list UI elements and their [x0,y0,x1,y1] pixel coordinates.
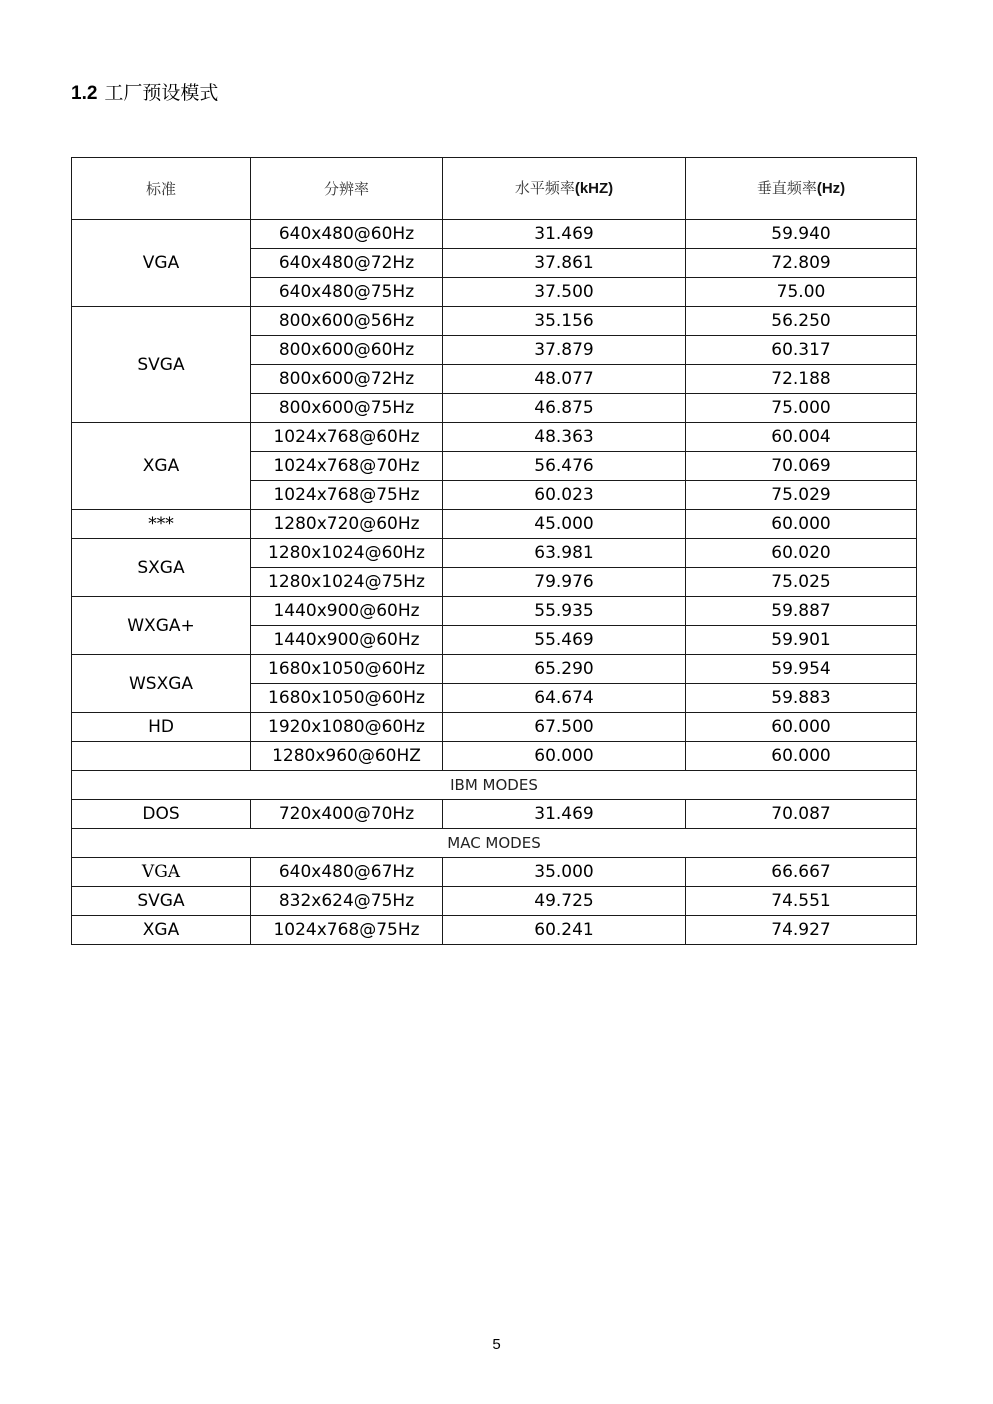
resolution-cell: 800x600@72Hz [251,365,443,394]
resolution-cell: 1280x1024@75Hz [251,568,443,597]
horizontal-frequency-cell: 49.725 [443,887,686,916]
vertical-frequency-cell: 60.000 [686,713,917,742]
horizontal-frequency-cell: 64.674 [443,684,686,713]
horizontal-frequency-cell: 67.500 [443,713,686,742]
horizontal-frequency-cell: 60.000 [443,742,686,771]
vertical-frequency-cell: 56.250 [686,307,917,336]
resolution-cell: 1024x768@60Hz [251,423,443,452]
header-vertical-frequency: 垂直频率(Hz) [686,158,917,220]
mac-modes-section-row [72,829,917,858]
table-row [72,655,917,684]
resolution-cell: 640x480@72Hz [251,249,443,278]
horizontal-frequency-cell: 79.976 [443,568,686,597]
vertical-frequency-cell: 74.551 [686,887,917,916]
horizontal-frequency-cell: 46.875 [443,394,686,423]
resolution-cell: 1440x900@60Hz [251,597,443,626]
horizontal-frequency-cell: 48.077 [443,365,686,394]
vertical-frequency-cell: 74.927 [686,916,917,945]
resolution-cell: 1440x900@60Hz [251,626,443,655]
vertical-frequency-cell: 75.029 [686,481,917,510]
standard-cell: WSXGA [72,655,251,713]
resolution-cell: 832x624@75Hz [251,887,443,916]
table-row [72,887,917,916]
horizontal-frequency-cell: 31.469 [443,800,686,829]
resolution-cell: 1680x1050@60Hz [251,655,443,684]
standard-cell: SVGA [72,307,251,423]
horizontal-frequency-cell: 37.861 [443,249,686,278]
preset-modes-table-body [72,158,917,945]
standard-cell: HD [72,713,251,742]
standard-cell: SXGA [72,539,251,597]
section-title: 工厂预设模式 [104,83,219,104]
header-standard: 标准 [72,158,251,220]
vertical-frequency-cell: 72.188 [686,365,917,394]
vertical-frequency-cell: 60.020 [686,539,917,568]
header-resolution: 分辨率 [251,158,443,220]
horizontal-frequency-cell: 60.023 [443,481,686,510]
vertical-frequency-cell: 60.000 [686,510,917,539]
table-row [72,539,917,568]
vertical-frequency-cell: 75.025 [686,568,917,597]
resolution-cell: 800x600@75Hz [251,394,443,423]
resolution-cell: 640x480@67Hz [251,858,443,887]
vertical-frequency-cell: 72.809 [686,249,917,278]
vertical-frequency-cell: 75.00 [686,278,917,307]
vertical-frequency-cell: 59.901 [686,626,917,655]
standard-cell: SVGA [72,887,251,916]
table-row [72,510,917,539]
vertical-frequency-cell: 75.000 [686,394,917,423]
vertical-frequency-cell: 59.883 [686,684,917,713]
vertical-frequency-cell: 59.940 [686,220,917,249]
vertical-frequency-cell: 66.667 [686,858,917,887]
table-row [72,916,917,945]
vertical-frequency-cell: 70.087 [686,800,917,829]
horizontal-frequency-cell: 56.476 [443,452,686,481]
standard-cell: VGA [72,858,251,887]
horizontal-frequency-cell: 65.290 [443,655,686,684]
header-horizontal-frequency: 水平频率(kHZ) [443,158,686,220]
standard-cell: XGA [72,423,251,510]
table-row [72,742,917,771]
vertical-frequency-cell: 60.000 [686,742,917,771]
resolution-cell: 720x400@70Hz [251,800,443,829]
resolution-cell: 1920x1080@60Hz [251,713,443,742]
resolution-cell: 800x600@56Hz [251,307,443,336]
horizontal-frequency-cell: 37.500 [443,278,686,307]
horizontal-frequency-cell: 60.241 [443,916,686,945]
standard-cell: *** [72,510,251,539]
preset-modes-table [71,157,917,945]
standard-cell: DOS [72,800,251,829]
mac-modes-label: MAC MODES [72,829,917,858]
table-header-row [72,158,917,220]
horizontal-frequency-cell: 55.935 [443,597,686,626]
horizontal-frequency-cell: 55.469 [443,626,686,655]
horizontal-frequency-cell: 31.469 [443,220,686,249]
page-number: 5 [492,1336,501,1353]
vertical-frequency-cell: 59.887 [686,597,917,626]
table-row [72,220,917,249]
table-row [72,800,917,829]
standard-cell: XGA [72,916,251,945]
resolution-cell: 640x480@60Hz [251,220,443,249]
vertical-frequency-cell: 59.954 [686,655,917,684]
resolution-cell: 1280x720@60Hz [251,510,443,539]
standard-cell: VGA [72,220,251,307]
vertical-frequency-cell: 60.317 [686,336,917,365]
vertical-frequency-cell: 70.069 [686,452,917,481]
resolution-cell: 1280x1024@60Hz [251,539,443,568]
table-row [72,713,917,742]
resolution-cell: 1024x768@75Hz [251,916,443,945]
resolution-cell: 800x600@60Hz [251,336,443,365]
table-row [72,307,917,336]
section-heading [71,82,218,106]
horizontal-frequency-cell: 35.000 [443,858,686,887]
table-row [72,597,917,626]
resolution-cell: 1680x1050@60Hz [251,684,443,713]
resolution-cell: 640x480@75Hz [251,278,443,307]
resolution-cell: 1024x768@70Hz [251,452,443,481]
resolution-cell: 1280x960@60HZ [251,742,443,771]
vertical-frequency-cell: 60.004 [686,423,917,452]
table-row [72,858,917,887]
ibm-modes-section-row [72,771,917,800]
standard-cell: WXGA+ [72,597,251,655]
standard-cell [72,742,251,771]
horizontal-frequency-cell: 35.156 [443,307,686,336]
horizontal-frequency-cell: 48.363 [443,423,686,452]
resolution-cell: 1024x768@75Hz [251,481,443,510]
horizontal-frequency-cell: 45.000 [443,510,686,539]
horizontal-frequency-cell: 37.879 [443,336,686,365]
section-number: 1.2 [71,83,98,104]
ibm-modes-label: IBM MODES [72,771,917,800]
horizontal-frequency-cell: 63.981 [443,539,686,568]
table-row [72,423,917,452]
